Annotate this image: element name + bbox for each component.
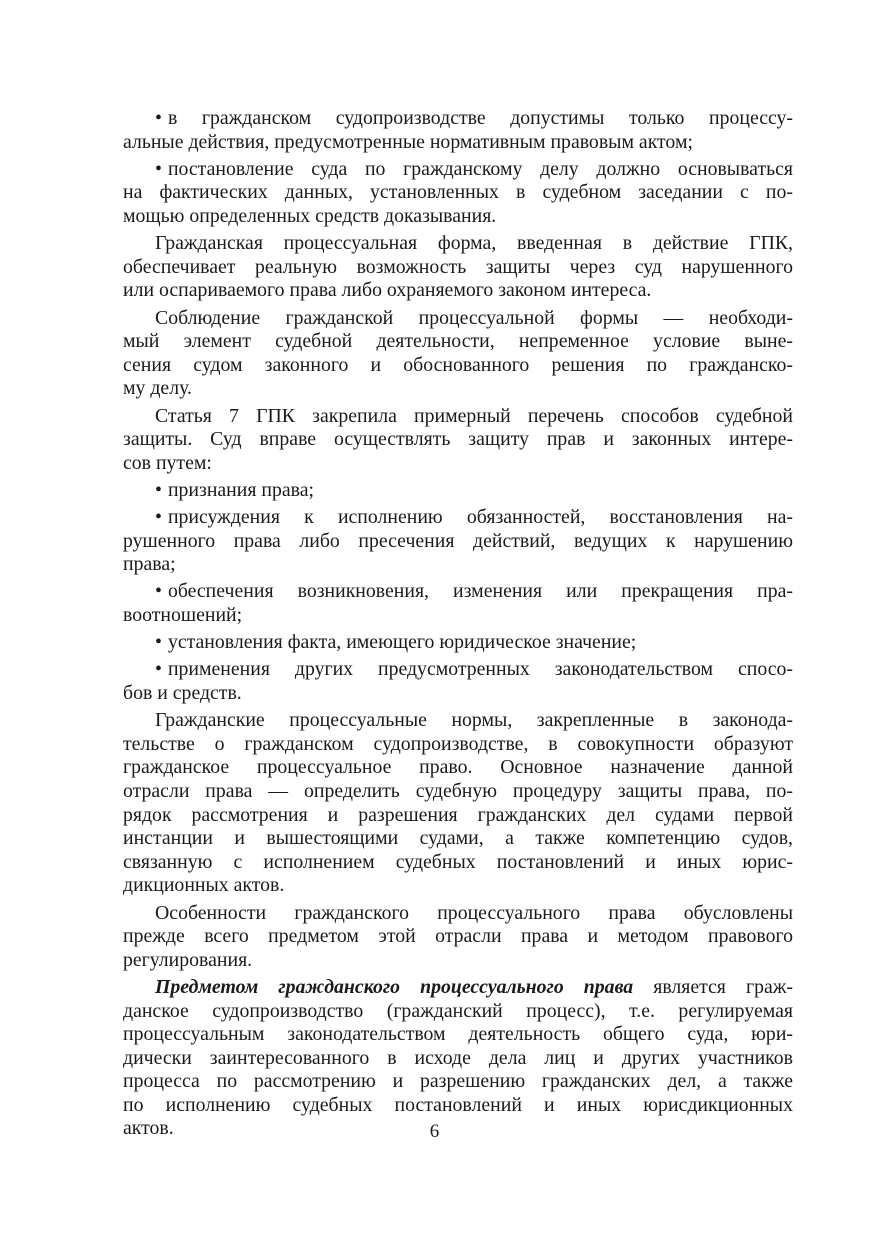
text-line — [123, 851, 793, 875]
line-text: Статья 7 ГПК закрепила примерный перечень способов судебной — [155, 404, 793, 427]
bullet-item — [123, 658, 793, 705]
line-text: процесса по рассмотрению и разрешению гражданских дел, а также — [123, 1070, 793, 1093]
bullet-item — [123, 107, 793, 154]
text-line — [123, 452, 793, 476]
text-line — [123, 553, 793, 577]
bullet-dot: • — [155, 107, 162, 129]
text-line — [123, 1094, 793, 1118]
text-line — [123, 256, 793, 280]
line-text: воотношений; — [123, 604, 243, 627]
text-line — [123, 506, 793, 530]
text-line — [123, 530, 793, 554]
bullet-item — [123, 506, 793, 577]
bullet-item — [123, 580, 793, 627]
page-body — [123, 107, 793, 1141]
text-line — [123, 827, 793, 851]
line-text: дикционных актов. — [123, 874, 285, 897]
text-line — [123, 354, 793, 378]
line-text: применения других предусмотренных законодательством спосо- — [167, 658, 793, 681]
line-text: постановление суда по гражданскому делу должно основываться — [167, 157, 793, 180]
line-text: рушенного права либо пресечения действий, ведущих к нарушению — [123, 529, 793, 552]
bullet-dot: • — [155, 157, 162, 180]
text-line — [123, 949, 793, 973]
line-text: сения судом законного и обоснованного решения по гражданско- — [123, 353, 793, 376]
text-line — [123, 580, 793, 604]
text-line — [123, 107, 793, 131]
line-text: прежде всего предметом этой отрасли права и методом правового — [123, 925, 793, 948]
line-text: мый элемент судебной деятельности, непременное условие выне- — [123, 330, 793, 353]
line-text: присуждения к исполнению обязанностей, восстановления на- — [167, 506, 793, 529]
bullet-item — [123, 158, 793, 229]
paragraph — [123, 976, 793, 1141]
bullet-dot: • — [155, 580, 162, 603]
bullet-dot: • — [155, 631, 162, 654]
line-text: Особенности гражданского процессуального права обусловлены — [155, 901, 793, 924]
text-line — [123, 307, 793, 331]
line-text: права; — [123, 553, 176, 576]
text-line — [123, 604, 793, 628]
line-text: отрасли права — определить судебную процедуру защиты права, по- — [123, 779, 793, 802]
bullet-dot: • — [155, 478, 162, 501]
line-text: регулирования. — [123, 948, 253, 971]
line-text: по исполнению судебных постановлений и иных юрисдикционных — [123, 1093, 793, 1116]
text-line — [123, 658, 793, 682]
line-text: актов. — [123, 1117, 174, 1140]
line-text: или оспариваемого права либо охраняемого законом интереса. — [123, 279, 652, 302]
line-text: тельстве о гражданском судопроизводстве, в совокупности образуют — [123, 732, 793, 755]
text-line — [123, 428, 793, 452]
paragraph — [123, 709, 793, 898]
paragraph — [123, 902, 793, 973]
bullet-dot: • — [155, 506, 162, 529]
line-text: Гражданские процессуальные нормы, закрепленные в законода- — [155, 709, 793, 732]
text-line — [123, 1000, 793, 1024]
line-text: бов и средств. — [123, 682, 242, 704]
text-line — [123, 902, 793, 926]
line-text: дически заинтересованного в исходе дела лиц и других участников — [123, 1046, 793, 1069]
line-text: обеспечения возникновения, изменения или прекращения пра- — [167, 580, 793, 603]
text-line — [123, 232, 793, 256]
text-line — [123, 479, 793, 503]
bullet-item — [123, 631, 793, 655]
line-text: процессуальным законодательством деятельность общего суда, юри- — [123, 1023, 793, 1046]
text-line — [123, 976, 793, 1000]
line-text: признания права; — [167, 478, 315, 501]
line-text: сов путем: — [123, 451, 212, 474]
text-line — [123, 158, 793, 182]
text-line — [123, 756, 793, 780]
text-line — [123, 181, 793, 205]
text-line — [123, 682, 793, 706]
text-line — [123, 377, 793, 401]
text-line — [123, 804, 793, 828]
text-line — [123, 709, 793, 733]
line-text: данское судопроизводство (гражданский процесс), т.е. регулируемая — [123, 999, 793, 1022]
text-line — [123, 1070, 793, 1094]
line-text: мощью определенных средств доказывания. — [123, 204, 497, 227]
line-text: инстанции и вышестоящими судами, а также компетенцию судов, — [123, 827, 793, 850]
text-line — [123, 405, 793, 429]
line-text: связанную с исполнением судебных постановлений и иных юрис- — [123, 850, 793, 873]
bullet-item — [123, 479, 793, 503]
text-line — [123, 733, 793, 757]
line-text: на фактических данных, установленных в судебном заседании с по- — [123, 181, 793, 204]
text-line — [123, 279, 793, 303]
line-text: альные действия, предусмотренные нормативным правовым актом; — [123, 130, 693, 153]
line-text: му делу. — [123, 377, 192, 400]
defined-term: Предметом гражданского процессуального права — [155, 975, 634, 998]
paragraph — [123, 232, 793, 303]
text-line — [123, 131, 793, 155]
paragraph — [123, 405, 793, 476]
page-number: 6 — [429, 1121, 440, 1142]
line-text: защиты. Суд вправе осуществлять защиту прав и законных интере- — [123, 428, 793, 451]
line-text: в гражданском судопроизводстве допустимы только процессу- — [167, 107, 793, 129]
text-line — [123, 330, 793, 354]
line-text: Гражданская процессуальная форма, введенная в действие ГПК, — [155, 232, 793, 255]
text-line — [123, 874, 793, 898]
bullet-dot: • — [155, 658, 162, 681]
text-line — [123, 1047, 793, 1071]
text-line — [123, 1023, 793, 1047]
line-text: рядок рассмотрения и разрешения гражданских дел судами первой — [123, 803, 793, 826]
text-line — [123, 925, 793, 949]
line-text: гражданское процессуальное право. Основное назначение данной — [123, 756, 793, 779]
line-text: установления факта, имеющего юридическое значение; — [167, 631, 637, 654]
line-text: является граж- — [633, 975, 793, 998]
line-text: Соблюдение гражданской процессуальной формы — необходи- — [155, 306, 793, 329]
text-line — [123, 780, 793, 804]
paragraph — [123, 307, 793, 401]
text-line — [123, 205, 793, 229]
text-line — [123, 631, 793, 655]
line-text: обеспечивает реальную возможность защиты через суд нарушенного — [123, 255, 793, 278]
